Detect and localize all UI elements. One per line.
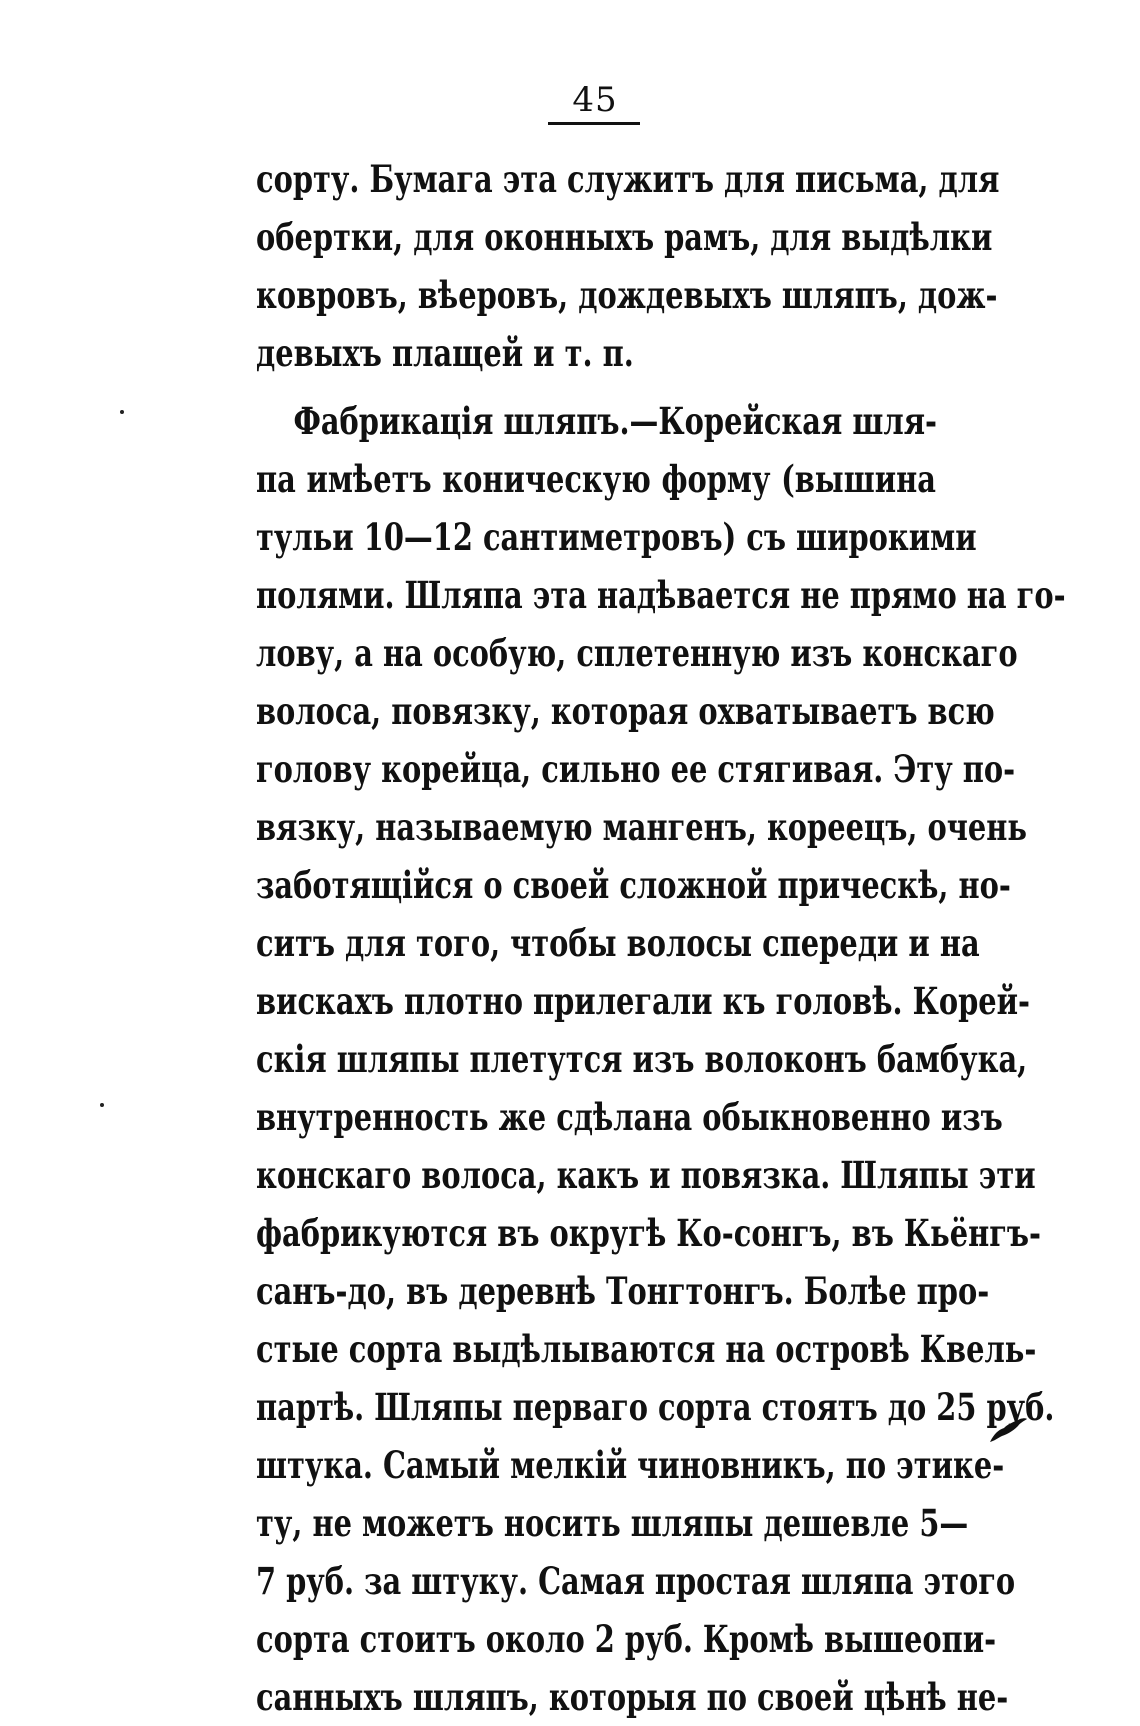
- page-number: 45: [572, 80, 618, 120]
- text-line: партѣ. Шляпы перваго сорта стоятъ до 25 руб.: [256, 1385, 1055, 1429]
- text-line: штука. Самый мелкій чиновникъ, по этике-: [256, 1443, 1005, 1487]
- text-line: ситъ для того, чтобы волосы спереди и на: [256, 921, 980, 965]
- paragraph-gap: [256, 382, 936, 392]
- text-line: заботящійся о своей сложной прическѣ, но-: [256, 863, 1011, 907]
- scan-speck: [120, 410, 124, 414]
- text-line: ковровъ, вѣеровъ, дождевыхъ шляпъ, дож-: [256, 273, 998, 317]
- text-line: фабрикуются въ округѣ Ко-сонгъ, въ Кьёнгъ-: [256, 1211, 1042, 1255]
- text-line: санныхъ шляпъ, которыя по своей цѣнѣ не-: [256, 1675, 1009, 1719]
- page-number-rule: [548, 122, 640, 125]
- text-line: тульи 10—12 сантиметровъ) съ широкими: [256, 515, 977, 559]
- ink-blot-mark: [988, 1416, 1028, 1444]
- text-line: ту, не можетъ носить шляпы дешевле 5—: [256, 1501, 969, 1545]
- text-line: волоса, повязку, которая охватываетъ всю: [256, 689, 995, 733]
- text-line: голову корейца, сильно ее стягивая. Эту по-: [256, 747, 1016, 791]
- text-line: девыхъ плащей и т. п.: [256, 331, 634, 375]
- text-line: полями. Шляпа эта надѣвается не прямо на го-: [256, 573, 1066, 617]
- text-line: обертки, для оконныхъ рамъ, для выдѣлки: [256, 215, 993, 259]
- body-text: [256, 150, 1066, 1726]
- text-line: сорта стоитъ около 2 руб. Кромѣ вышеопи-: [256, 1617, 997, 1661]
- text-line: 7 руб. за штуку. Самая простая шляпа этого: [256, 1559, 1016, 1603]
- text-line: скія шляпы плетутся изъ волоконъ бамбука,: [256, 1037, 1028, 1081]
- text-line: па имѣетъ коническую форму (вышина: [256, 457, 936, 501]
- text-line: сорту. Бумага эта служитъ для письма, для: [256, 157, 1000, 201]
- scan-speck: [100, 1103, 104, 1107]
- text-line: конскаго волоса, какъ и повязка. Шляпы эти: [256, 1153, 1036, 1197]
- text-line: лову, а на особую, сплетенную изъ конскаго: [256, 631, 1018, 675]
- text-line: стые сорта выдѣлываются на островѣ Квель-: [256, 1327, 1037, 1371]
- text-line: вязку, называемую мангенъ, кореецъ, очень: [256, 805, 1027, 849]
- text-line: вискахъ плотно прилегали къ головѣ. Корей-: [256, 979, 1031, 1023]
- text-line: внутренность же сдѣлана обыкновенно изъ: [256, 1095, 1003, 1139]
- text-line: санъ-до, въ деревнѣ Тонгтонгъ. Болѣе про-: [256, 1269, 990, 1313]
- text-line-section-start: Фабрикація шляпъ.—Корейская шля-: [293, 399, 938, 443]
